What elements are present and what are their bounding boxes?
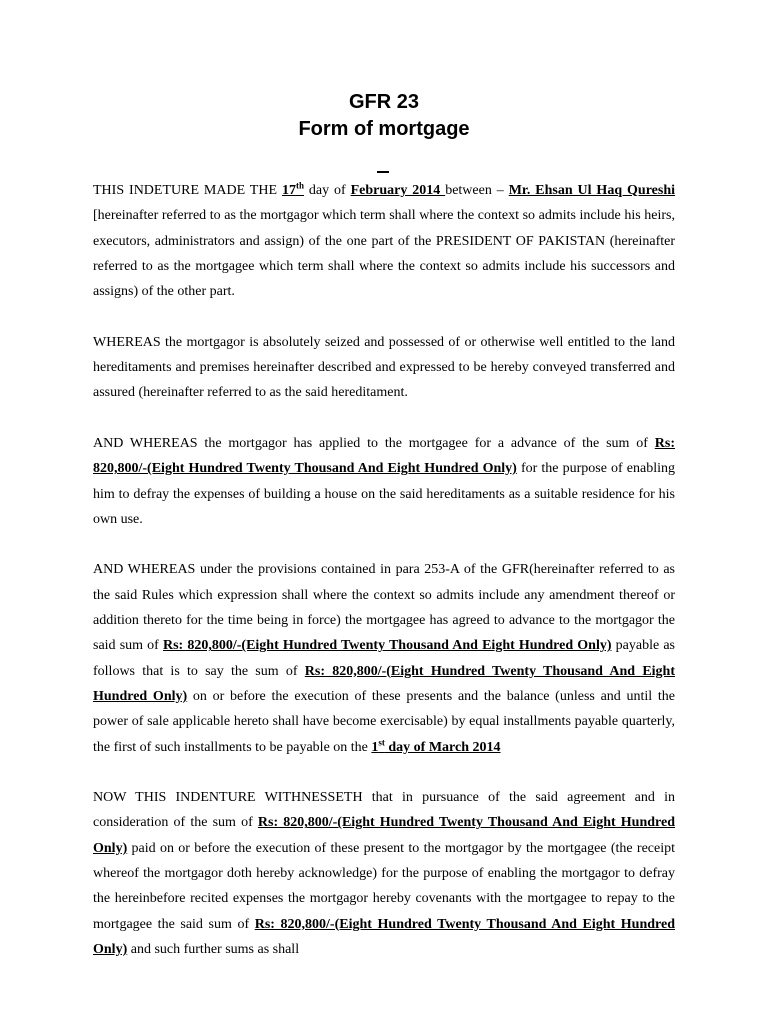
amount-value: Rs: 820,800/-(Eight Hundred Twenty Thousand And Eight Hundred Only): [163, 638, 612, 654]
text-run: on or before the execution of these presents and the balance (unless and until the power of sale applicable hereto shall have become exercisable) by equal installments payable quarterly, the first of such installments to be payable on the: [93, 688, 676, 755]
mortgagor-name: Mr. Ehsan Ul Haq Qureshi: [508, 183, 676, 198]
day-suffix: th: [295, 180, 304, 191]
amount-value: Rs: 820,800/-(Eight Hundred Twenty Thousand And Eight Hundred Only): [93, 435, 675, 477]
date-suffix: st: [378, 736, 385, 747]
amount-value: Rs: 820,800/-(Eight Hundred Twenty Thousand And Eight Hundred Only): [93, 916, 675, 957]
document-body: [93, 178, 675, 988]
amount-value: Rs: 820,800/-(Eight Hundred Twenty Thousand And Eight Hundred Only): [93, 815, 675, 856]
month-value: February 2014: [350, 183, 446, 198]
day-number: 17: [281, 183, 296, 198]
paragraph-and-whereas-1: [93, 431, 675, 532]
date-rest: day of March 2014: [384, 739, 501, 755]
day-value: [281, 180, 304, 198]
installment-date: [371, 736, 501, 755]
text-run: AND WHEREAS under the provisions contained in para 253-A of the GFR(hereinafter referred to as the said Rules which expression shall where the context so admits include any amendment thereof or addition thereto for the time being in force) the mortgagee has agreed to advance to the mortgagor the said sum of: [93, 562, 675, 654]
text-run: day of: [303, 183, 351, 198]
underline-mark: [377, 171, 389, 173]
form-code-heading: GFR 23: [348, 91, 420, 113]
paragraph-and-whereas-2: [93, 557, 675, 759]
text-run: [hereinafter referred to as the mortgagor which term shall where the context so admits include his heirs, executors, administrators and assign) of the one part of the PRESIDENT OF PAKISTAN (hereinafter referred to as the mortgagee which term shall where the context so admits include his successors and assigns) of the other part.: [93, 208, 675, 300]
text-run: THIS INDETURE MADE THE: [93, 183, 282, 198]
paragraph-whereas: WHEREAS the mortgagor is absolutely seized and possessed of or otherwise well entitled to the land hereditaments and premises hereinafter described and expressed to be hereby conveyed transferred and assured (hereinafter referred to as the said hereditament.: [93, 334, 675, 401]
amount-value: Rs: 820,800/-(Eight Hundred Twenty Thousand And Eight Hundred Only): [93, 663, 675, 704]
paragraph-indenture: [93, 178, 675, 304]
text-run: for the purpose of enabling him to defray the expenses of building a house on the said hereditaments as a suitable residence for his own use.: [93, 461, 676, 527]
text-run: NOW THIS INDENTURE WITHNESSETH that in pursuance of the said agreement and in consideration of the sum of: [93, 790, 675, 831]
text-run: paid on or before the execution of these present to the mortgagor by the mortgagee (the receipt whereof the mortgagor doth hereby acknowledge) for the purpose of enabling the mortgagor to defray the hereinbefore recited expenses the mortgagor hereby covenants with the mortgagee to repay to the mortgagee the said sum of: [93, 840, 675, 932]
paragraph-witnesseth: [93, 785, 675, 962]
text-run: and such further sums as shall: [127, 941, 300, 957]
text-run: between –: [445, 183, 509, 198]
text-run: payable as follows that is to say the sum of: [93, 638, 675, 679]
date-day: 1: [371, 739, 379, 755]
text-run: AND WHEREAS the mortgagor has applied to the mortgagee for a advance of the sum of: [93, 435, 655, 451]
form-title-heading: Form of mortgage: [298, 118, 470, 140]
